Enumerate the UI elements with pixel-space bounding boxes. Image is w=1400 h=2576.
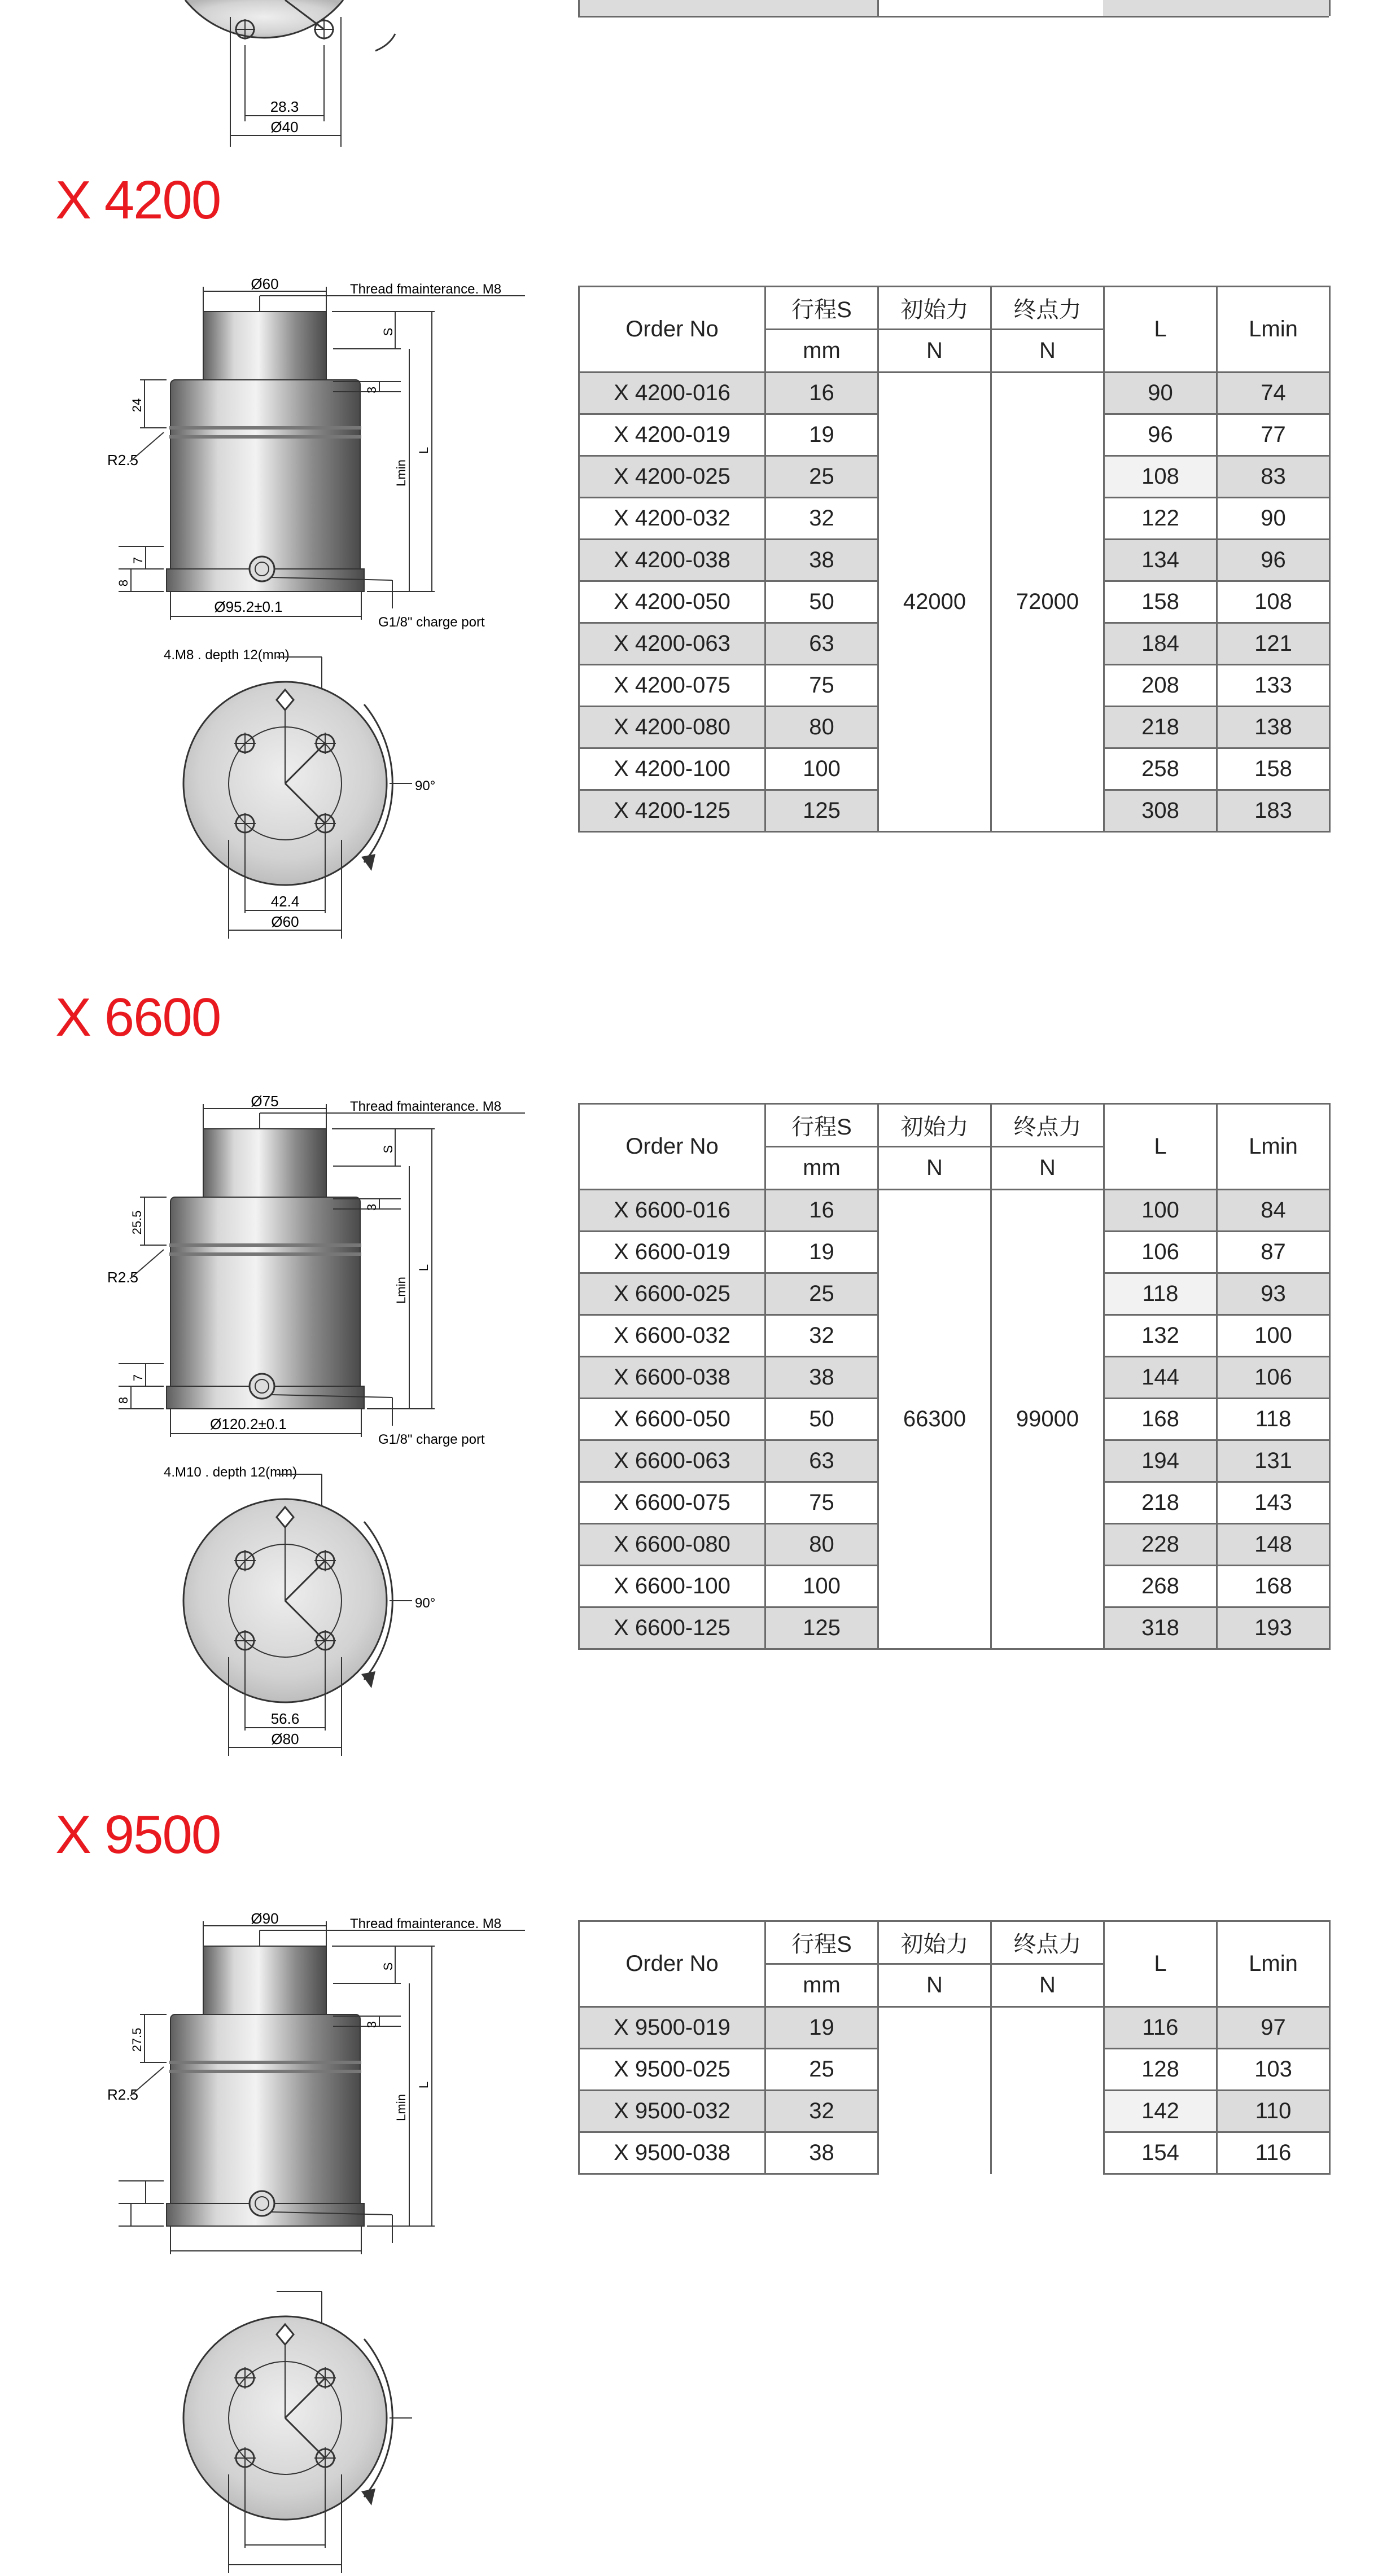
top-fragment [0, 0, 1400, 152]
order-no-cell: X 4200-025 [579, 456, 765, 498]
order-no-cell: X 6600-063 [579, 1440, 765, 1482]
order-no-cell: X 6600-075 [579, 1482, 765, 1524]
header-initial-force-unit: N [878, 1147, 991, 1190]
stroke-cell: 32 [765, 1315, 878, 1357]
order-no-cell: X 9500-019 [579, 2007, 765, 2049]
order-no-cell: X 4200-032 [579, 498, 765, 540]
stroke-cell: 50 [765, 1399, 878, 1440]
lmin-cell: 83 [1217, 456, 1330, 498]
spec-table [578, 286, 1331, 833]
stroke-cell: 38 [765, 540, 878, 581]
l-cell: 168 [1104, 1399, 1217, 1440]
technical-drawing [85, 275, 536, 941]
dim-s: S [381, 1145, 395, 1154]
order-no-cell: X 6600-016 [579, 1190, 765, 1232]
stroke-cell: 125 [765, 790, 878, 832]
stroke-cell: 38 [765, 1357, 878, 1399]
prev-table-fragment [578, 0, 1329, 17]
l-cell: 184 [1104, 623, 1217, 665]
top-fragment-drawing [0, 0, 1400, 152]
order-no-cell: X 9500-032 [579, 2091, 765, 2132]
order-no-cell: X 6600-019 [579, 1232, 765, 1273]
dim-3: 3 [365, 2021, 379, 2029]
stroke-cell: 38 [765, 2132, 878, 2174]
spec-table [578, 1920, 1331, 2175]
dim-3: 3 [365, 1203, 379, 1211]
groove-dim: 27.5 [130, 2027, 144, 2052]
table-row [579, 1190, 1330, 1232]
l-cell: 134 [1104, 540, 1217, 581]
dim-l: L [417, 1264, 431, 1272]
lmin-cell: 118 [1217, 1399, 1330, 1440]
lmin-cell: 103 [1217, 2049, 1330, 2091]
header-initial-force-unit: N [878, 330, 991, 373]
l-cell: 106 [1104, 1232, 1217, 1273]
end-force-cell [991, 2007, 1104, 2174]
charge-port-label: G1/8" charge port [378, 615, 485, 630]
order-no-cell: X 6600-100 [579, 1566, 765, 1607]
l-cell: 154 [1104, 2132, 1217, 2174]
header-l: L [1104, 287, 1217, 373]
header-stroke: 行程S [765, 287, 878, 330]
base-diameter: Ø95.2±0.1 [214, 598, 283, 615]
top-diameter: Ø90 [251, 1910, 279, 1927]
dim-s: S [381, 1962, 395, 1971]
thread-label: Thread fmainterance. M8 [350, 1099, 502, 1114]
l-cell: 268 [1104, 1566, 1217, 1607]
l-cell: 208 [1104, 665, 1217, 707]
lmin-cell: 183 [1217, 790, 1330, 832]
order-no-cell: X 4200-038 [579, 540, 765, 581]
technical-drawing [85, 1093, 536, 1759]
header-stroke: 行程S [765, 1921, 878, 1964]
lmin-cell: 168 [1217, 1566, 1330, 1607]
stroke-cell: 75 [765, 1482, 878, 1524]
lmin-cell: 116 [1217, 2132, 1330, 2174]
stroke-cell: 19 [765, 414, 878, 456]
l-cell: 318 [1104, 1607, 1217, 1649]
header-l: L [1104, 1104, 1217, 1190]
top-dim-large: Ø40 [270, 119, 299, 135]
initial-force-cell: 66300 [878, 1190, 991, 1649]
top-dim-small: 28.3 [270, 98, 299, 115]
outer-diameter: Ø60 [271, 913, 299, 930]
header-order-no: Order No [579, 287, 765, 373]
lmin-cell: 96 [1217, 540, 1330, 581]
lmin-cell: 121 [1217, 623, 1330, 665]
radius-label: R2.5 [107, 2086, 138, 2103]
header-lmin: Lmin [1217, 1921, 1330, 2007]
header-lmin: Lmin [1217, 1104, 1330, 1190]
base-diameter: Ø120.2±0.1 [210, 1416, 287, 1432]
stroke-cell: 50 [765, 581, 878, 623]
lmin-cell: 84 [1217, 1190, 1330, 1232]
header-l: L [1104, 1921, 1217, 2007]
stroke-cell: 16 [765, 1190, 878, 1232]
product-section-x6600 [0, 987, 1400, 1804]
stroke-cell: 32 [765, 2091, 878, 2132]
section-title: X 4200 [55, 170, 221, 230]
lmin-cell: 87 [1217, 1232, 1330, 1273]
dim-lmin: Lmin [394, 459, 408, 487]
stroke-cell: 32 [765, 498, 878, 540]
section-title: X 6600 [55, 987, 221, 1048]
stroke-cell: 100 [765, 1566, 878, 1607]
lmin-cell: 138 [1217, 707, 1330, 748]
header-order-no: Order No [579, 1921, 765, 2007]
groove-dim: 24 [130, 398, 144, 413]
l-cell: 132 [1104, 1315, 1217, 1357]
lmin-cell: 108 [1217, 581, 1330, 623]
header-order-no: Order No [579, 1104, 765, 1190]
table-row [579, 373, 1330, 414]
groove-dim: 25.5 [130, 1210, 144, 1235]
l-cell: 218 [1104, 707, 1217, 748]
angle-label: 90° [415, 1596, 436, 1611]
dim-7: 7 [131, 557, 145, 564]
lmin-cell: 74 [1217, 373, 1330, 414]
order-no-cell: X 4200-075 [579, 665, 765, 707]
header-stroke-unit: mm [765, 330, 878, 373]
header-lmin: Lmin [1217, 287, 1330, 373]
header-initial-force: 初始力 [878, 1921, 991, 1964]
stroke-cell: 75 [765, 665, 878, 707]
bolt-label: 4.M10 . depth 12(mm) [164, 1465, 298, 1480]
lmin-cell: 193 [1217, 1607, 1330, 1649]
stroke-cell: 63 [765, 1440, 878, 1482]
l-cell: 218 [1104, 1482, 1217, 1524]
order-no-cell: X 6600-050 [579, 1399, 765, 1440]
table-row [579, 2007, 1330, 2049]
top-diameter: Ø75 [251, 1093, 279, 1110]
stroke-cell: 16 [765, 373, 878, 414]
dim-8: 8 [116, 579, 130, 587]
lmin-cell: 100 [1217, 1315, 1330, 1357]
lmin-cell: 131 [1217, 1440, 1330, 1482]
stroke-cell: 80 [765, 1524, 878, 1566]
bolt-label: 4.M8 . depth 12(mm) [164, 647, 290, 663]
stroke-cell: 19 [765, 1232, 878, 1273]
dim-3: 3 [365, 386, 379, 394]
dim-l: L [417, 2081, 431, 2089]
l-cell: 108 [1104, 456, 1217, 498]
header-initial-force: 初始力 [878, 1104, 991, 1147]
stroke-cell: 125 [765, 1607, 878, 1649]
l-cell: 144 [1104, 1357, 1217, 1399]
order-no-cell: X 4200-125 [579, 790, 765, 832]
top-diameter: Ø60 [251, 275, 279, 292]
l-cell: 228 [1104, 1524, 1217, 1566]
dim-s: S [381, 327, 395, 336]
l-cell: 116 [1104, 2007, 1217, 2049]
radius-label: R2.5 [107, 1269, 138, 1286]
l-cell: 194 [1104, 1440, 1217, 1482]
order-no-cell: X 4200-100 [579, 748, 765, 790]
lmin-cell: 106 [1217, 1357, 1330, 1399]
order-no-cell: X 4200-019 [579, 414, 765, 456]
lmin-cell: 93 [1217, 1273, 1330, 1315]
lmin-cell: 97 [1217, 2007, 1330, 2049]
pcd-dim: 56.6 [270, 1710, 300, 1727]
section-title: X 9500 [55, 1804, 221, 1865]
lmin-cell: 90 [1217, 498, 1330, 540]
header-end-force-unit: N [991, 1964, 1104, 2007]
order-no-cell: X 6600-025 [579, 1273, 765, 1315]
dim-7: 7 [131, 1374, 145, 1382]
l-cell: 142 [1104, 2091, 1217, 2132]
dim-l: L [417, 446, 431, 454]
header-end-force-unit: N [991, 1147, 1104, 1190]
technical-drawing [85, 1910, 536, 2576]
initial-force-cell [878, 2007, 991, 2174]
order-no-cell: X 6600-125 [579, 1607, 765, 1649]
order-no-cell: X 6600-038 [579, 1357, 765, 1399]
stroke-cell: 80 [765, 707, 878, 748]
thread-label: Thread fmainterance. M8 [350, 1916, 502, 1931]
header-stroke: 行程S [765, 1104, 878, 1147]
l-cell: 100 [1104, 1190, 1217, 1232]
stroke-cell: 63 [765, 623, 878, 665]
product-section-x4200 [0, 169, 1400, 987]
order-no-cell: X 4200-016 [579, 373, 765, 414]
order-no-cell: X 9500-025 [579, 2049, 765, 2091]
dim-lmin: Lmin [394, 1277, 408, 1304]
stroke-cell: 100 [765, 748, 878, 790]
order-no-cell: X 4200-050 [579, 581, 765, 623]
stroke-cell: 25 [765, 456, 878, 498]
lmin-cell: 143 [1217, 1482, 1330, 1524]
l-cell: 308 [1104, 790, 1217, 832]
header-stroke-unit: mm [765, 1147, 878, 1190]
order-no-cell: X 6600-080 [579, 1524, 765, 1566]
outer-diameter: Ø80 [271, 1731, 299, 1747]
end-force-cell: 72000 [991, 373, 1104, 832]
header-end-force: 终点力 [991, 1921, 1104, 1964]
l-cell: 118 [1104, 1273, 1217, 1315]
product-section-x9500 [0, 1804, 1400, 2167]
stroke-cell: 25 [765, 1273, 878, 1315]
header-initial-force: 初始力 [878, 287, 991, 330]
header-end-force: 终点力 [991, 1104, 1104, 1147]
l-cell: 258 [1104, 748, 1217, 790]
l-cell: 128 [1104, 2049, 1217, 2091]
l-cell: 122 [1104, 498, 1217, 540]
order-no-cell: X 4200-063 [579, 623, 765, 665]
l-cell: 90 [1104, 373, 1217, 414]
l-cell: 96 [1104, 414, 1217, 456]
charge-port-label: G1/8" charge port [378, 1432, 485, 1447]
pcd-dim: 42.4 [270, 893, 300, 910]
thread-label: Thread fmainterance. M8 [350, 282, 502, 297]
initial-force-cell: 42000 [878, 373, 991, 832]
radius-label: R2.5 [107, 452, 138, 468]
lmin-cell: 77 [1217, 414, 1330, 456]
lmin-cell: 110 [1217, 2091, 1330, 2132]
dim-lmin: Lmin [394, 2094, 408, 2121]
order-no-cell: X 9500-038 [579, 2132, 765, 2174]
lmin-cell: 133 [1217, 665, 1330, 707]
stroke-cell: 19 [765, 2007, 878, 2049]
header-end-force: 终点力 [991, 287, 1104, 330]
angle-label: 90° [415, 778, 436, 794]
spec-table [578, 1103, 1331, 1650]
header-end-force-unit: N [991, 330, 1104, 373]
lmin-cell: 158 [1217, 748, 1330, 790]
header-stroke-unit: mm [765, 1964, 878, 2007]
stroke-cell: 25 [765, 2049, 878, 2091]
dim-8: 8 [116, 1396, 130, 1404]
end-force-cell: 99000 [991, 1190, 1104, 1649]
lmin-cell: 148 [1217, 1524, 1330, 1566]
l-cell: 158 [1104, 581, 1217, 623]
header-initial-force-unit: N [878, 1964, 991, 2007]
order-no-cell: X 6600-032 [579, 1315, 765, 1357]
order-no-cell: X 4200-080 [579, 707, 765, 748]
